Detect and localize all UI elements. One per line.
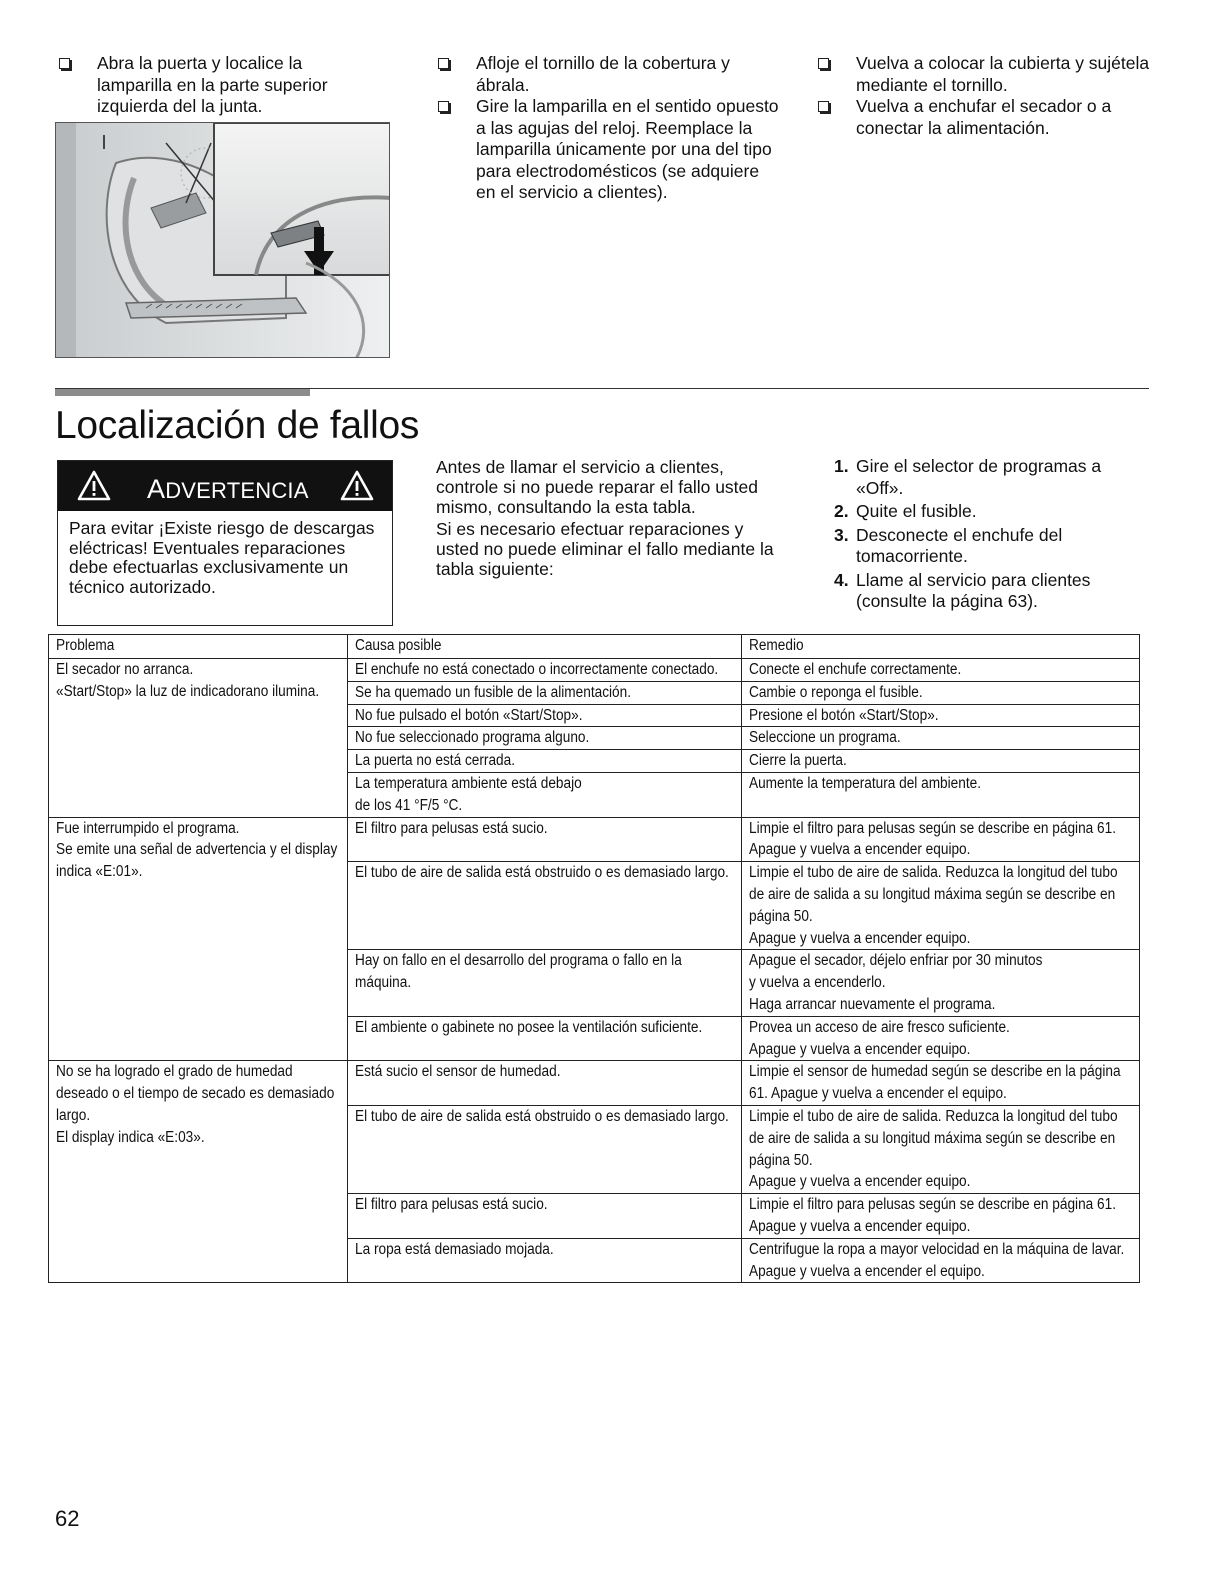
table-row — [49, 817, 1140, 862]
problem-cell: El secador no arranca. «Start/Stop» la luz de indicadorano ilumina. — [49, 659, 348, 818]
cause-cell: El enchufe no está conectado o incorrectamente conectado. — [347, 659, 742, 682]
cause-cell: La ropa está demasiado mojada. — [347, 1238, 742, 1283]
table-header-cell: Causa posible — [347, 635, 742, 659]
checkbox-bullet-icon — [59, 58, 70, 69]
remedy-cell: Cambie o reponga el fusible. — [742, 681, 1140, 704]
remedy-cell: Seleccione un programa. — [742, 727, 1140, 750]
instructions-column-3 — [816, 53, 1161, 139]
steps-list — [834, 456, 1134, 615]
warning-header — [58, 461, 392, 511]
step-number: 1. — [834, 456, 849, 476]
section-title: Localización de fallos — [55, 404, 420, 447]
remedy-cell: Limpie el tubo de aire de salida. Reduzca la longitud del tubo de aire de salida a su longitud máxima según se describe en página 50. Apague y vuelva a encender equipo. — [742, 1105, 1140, 1193]
cause-cell: El filtro para pelusas está sucio. — [347, 1194, 742, 1239]
step-item — [834, 501, 1134, 523]
warning-text: Para evitar ¡Existe riesgo de descargas eléctricas! Eventuales reparaciones debe efectuarlas exclusivamente un técnico autorizado. — [69, 518, 375, 597]
checkbox-bullet-icon — [438, 58, 449, 69]
lamp-replacement-illustration — [55, 122, 390, 358]
table-row — [49, 1061, 1140, 1106]
cause-cell: No fue seleccionado programa alguno. — [347, 727, 742, 750]
step-item — [834, 570, 1134, 613]
remedy-cell: Limpie el sensor de humedad según se describe en la página 61. Apague y vuelva a encender el equipo. — [742, 1061, 1140, 1106]
warning-icon — [77, 470, 111, 501]
step-number: 2. — [834, 501, 849, 521]
step-text: Quite el fusible. — [856, 501, 977, 521]
page-number: 62 — [55, 1506, 80, 1531]
table-row — [49, 659, 1140, 682]
warning-icon — [340, 470, 374, 501]
instruction-item: Vuelva a colocar la cubierta y sujétela mediante el tornillo. — [816, 53, 1161, 96]
checkbox-bullet-icon — [438, 101, 449, 112]
problem-cell: No se ha logrado el grado de humedad deseado o el tiempo de secado es demasiado largo. El display indica «E:03». — [49, 1061, 348, 1283]
intro-text — [436, 457, 781, 579]
cause-cell: Se ha quemado un fusible de la alimentación. — [347, 681, 742, 704]
cause-cell: El filtro para pelusas está sucio. — [347, 817, 742, 862]
section-rule-accent — [55, 389, 310, 396]
instructions-column-1 — [57, 53, 357, 118]
instruction-item: Abra la puerta y localice la lamparilla en la parte superior izquierda del la junta. — [57, 53, 357, 118]
troubleshooting-table — [48, 634, 1140, 1283]
step-text: Gire el selector de programas a «Off». — [856, 456, 1102, 498]
table-header-cell: Remedio — [742, 635, 1140, 659]
table-header-cell: Problema — [49, 635, 348, 659]
warning-title: ADVERTENCIA — [147, 474, 309, 504]
warning-box — [57, 460, 393, 626]
step-number: 3. — [834, 524, 849, 545]
checkbox-bullet-icon — [818, 58, 829, 69]
remedy-cell: Limpie el filtro para pelusas según se describe en página 61. Apague y vuelva a encender equipo. — [742, 817, 1140, 862]
remedy-cell: Limpie el filtro para pelusas según se describe en página 61. Apague y vuelva a encender equipo. — [742, 1194, 1140, 1239]
step-item — [834, 456, 1134, 499]
checkbox-bullet-icon — [818, 101, 829, 112]
remedy-cell: Presione el botón «Start/Stop». — [742, 704, 1140, 727]
remedy-cell: Limpie el tubo de aire de salida. Reduzca la longitud del tubo de aire de salida a su longitud máxima según se describe en página 50. Apague y vuelva a encender equipo. — [742, 862, 1140, 950]
remedy-cell: Aumente la temperatura del ambiente. — [742, 772, 1140, 817]
remedy-cell: Cierre la puerta. — [742, 750, 1140, 773]
problem-cell: Fue interrumpido el programa. Se emite una señal de advertencia y el display indica «E:01». — [49, 817, 348, 1061]
table-header-row — [49, 635, 1140, 659]
step-text: Llame al servicio para clientes (consulte la página 63). — [856, 569, 1091, 611]
intro-paragraph: Antes de llamar el servicio a clientes, controle si no puede reparar el fallo usted mismo, consultando la esta tabla. — [436, 457, 759, 517]
cause-cell: Está sucio el sensor de humedad. — [347, 1061, 742, 1106]
instruction-item: Afloje el tornillo de la cobertura y ábrala. — [436, 53, 781, 96]
intro-paragraph: Si es necesario efectuar reparaciones y usted no puede eliminar el fallo mediante la tabla siguiente: — [436, 519, 774, 579]
step-number: 4. — [834, 569, 849, 590]
cause-cell: La temperatura ambiente está debajo de los 41 °F/5 °C. — [347, 772, 742, 817]
step-text: Desconecte el enchufe del tomacorriente. — [856, 524, 1063, 566]
instruction-item: Vuelva a enchufar el secador o a conectar la alimentación. — [816, 96, 1161, 139]
remedy-cell: Provea un acceso de aire fresco suficiente. Apague y vuelva a encender equipo. — [742, 1016, 1140, 1061]
step-item — [834, 525, 1134, 568]
cause-cell: Hay on fallo en el desarrollo del programa o fallo en la máquina. — [347, 950, 742, 1016]
cause-cell: El tubo de aire de salida está obstruido o es demasiado largo. — [347, 1105, 742, 1193]
instruction-item: Gire la lamparilla en el sentido opuesto a las agujas del reloj. Reemplace la lamparilla únicamente por una del tipo para electrodomésticos (se adquiere en el servicio a clientes). — [436, 96, 781, 204]
cause-cell: El ambiente o gabinete no posee la ventilación suficiente. — [347, 1016, 742, 1061]
instructions-column-2 — [436, 53, 781, 204]
remedy-cell: Conecte el enchufe correctamente. — [742, 659, 1140, 682]
cause-cell: El tubo de aire de salida está obstruido o es demasiado largo. — [347, 862, 742, 950]
remedy-cell: Centrifugue la ropa a mayor velocidad en la máquina de lavar. Apague y vuelva a encender el equipo. — [742, 1238, 1140, 1283]
cause-cell: La puerta no está cerrada. — [347, 750, 742, 773]
cause-cell: No fue pulsado el botón «Start/Stop». — [347, 704, 742, 727]
remedy-cell: Apague el secador, déjelo enfriar por 30 minutos y vuelva a encenderlo. Haga arrancar nuevamente el programa. — [742, 950, 1140, 1016]
